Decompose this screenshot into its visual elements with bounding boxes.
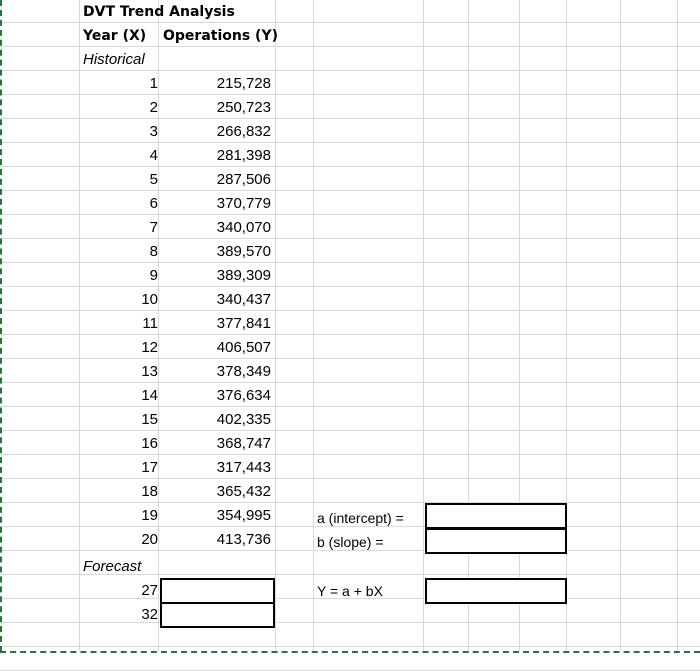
header-operations-y[interactable]: Operations (Y) [163, 28, 278, 44]
year-cell[interactable]: 15 [141, 411, 158, 428]
forecast-year-27[interactable]: 27 [141, 582, 158, 599]
operations-cell[interactable]: 250,723 [216, 99, 271, 116]
column-divider [566, 0, 567, 652]
operations-cell[interactable]: 354,995 [216, 507, 271, 524]
column-divider [677, 0, 678, 652]
column-divider [468, 0, 469, 652]
year-cell[interactable]: 12 [141, 339, 158, 356]
operations-cell[interactable]: 266,832 [216, 123, 271, 140]
header-year-x[interactable]: Year (X) [83, 28, 147, 44]
selection-border-left [0, 0, 2, 652]
year-cell[interactable]: 7 [149, 219, 158, 236]
sheet-title[interactable]: DVT Trend Analysis [83, 4, 235, 20]
operations-cell[interactable]: 377,841 [216, 315, 271, 332]
operations-cell[interactable]: 215,728 [216, 75, 271, 92]
column-divider [519, 0, 520, 652]
year-cell[interactable]: 20 [141, 531, 158, 548]
operations-cell[interactable]: 317,443 [216, 459, 271, 476]
year-cell[interactable]: 17 [141, 459, 158, 476]
equation-label[interactable]: Y = a + bX [317, 583, 383, 599]
year-cell[interactable]: 1 [149, 75, 158, 92]
year-cell[interactable]: 8 [149, 243, 158, 260]
equation-input[interactable] [425, 578, 567, 604]
column-divider [423, 0, 424, 652]
row-divider [0, 646, 700, 647]
year-cell[interactable]: 13 [141, 363, 158, 380]
operations-cell[interactable]: 402,335 [216, 411, 271, 428]
slope-input[interactable] [425, 528, 567, 554]
year-cell[interactable]: 6 [149, 195, 158, 212]
forecast-year-32[interactable]: 32 [141, 606, 158, 623]
year-cell[interactable]: 10 [141, 291, 158, 308]
forecast-input-32[interactable] [160, 602, 275, 628]
slope-label[interactable]: b (slope) = [317, 534, 384, 550]
operations-cell[interactable]: 368,747 [216, 435, 271, 452]
operations-cell[interactable]: 389,570 [216, 243, 271, 260]
column-divider [620, 0, 621, 652]
year-cell[interactable]: 4 [149, 147, 158, 164]
forecast-label[interactable]: Forecast [83, 558, 142, 575]
operations-cell[interactable]: 340,070 [216, 219, 271, 236]
year-cell[interactable]: 2 [149, 99, 158, 116]
year-cell[interactable]: 5 [149, 171, 158, 188]
year-cell[interactable]: 9 [149, 267, 158, 284]
selection-border-bottom [0, 651, 700, 653]
year-cell[interactable]: 16 [141, 435, 158, 452]
operations-cell[interactable]: 413,736 [216, 531, 271, 548]
year-cell[interactable]: 19 [141, 507, 158, 524]
column-divider [313, 0, 314, 652]
operations-cell[interactable]: 365,432 [216, 483, 271, 500]
year-cell[interactable]: 11 [142, 315, 158, 332]
operations-cell[interactable]: 389,309 [216, 267, 271, 284]
operations-cell[interactable]: 376,634 [216, 387, 271, 404]
operations-cell[interactable]: 406,507 [216, 339, 271, 356]
operations-cell[interactable]: 378,349 [216, 363, 271, 380]
intercept-label[interactable]: a (intercept) = [317, 510, 404, 526]
operations-cell[interactable]: 281,398 [216, 147, 271, 164]
year-cell[interactable]: 14 [141, 387, 158, 404]
historical-label[interactable]: Historical [83, 51, 145, 68]
forecast-input-27[interactable] [160, 578, 275, 604]
column-divider [275, 0, 276, 652]
intercept-input[interactable] [425, 503, 567, 529]
year-cell[interactable]: 3 [149, 123, 158, 140]
year-cell[interactable]: 18 [141, 483, 158, 500]
operations-cell[interactable]: 370,779 [216, 195, 271, 212]
operations-cell[interactable]: 340,437 [216, 291, 271, 308]
operations-cell[interactable]: 287,506 [216, 171, 271, 188]
